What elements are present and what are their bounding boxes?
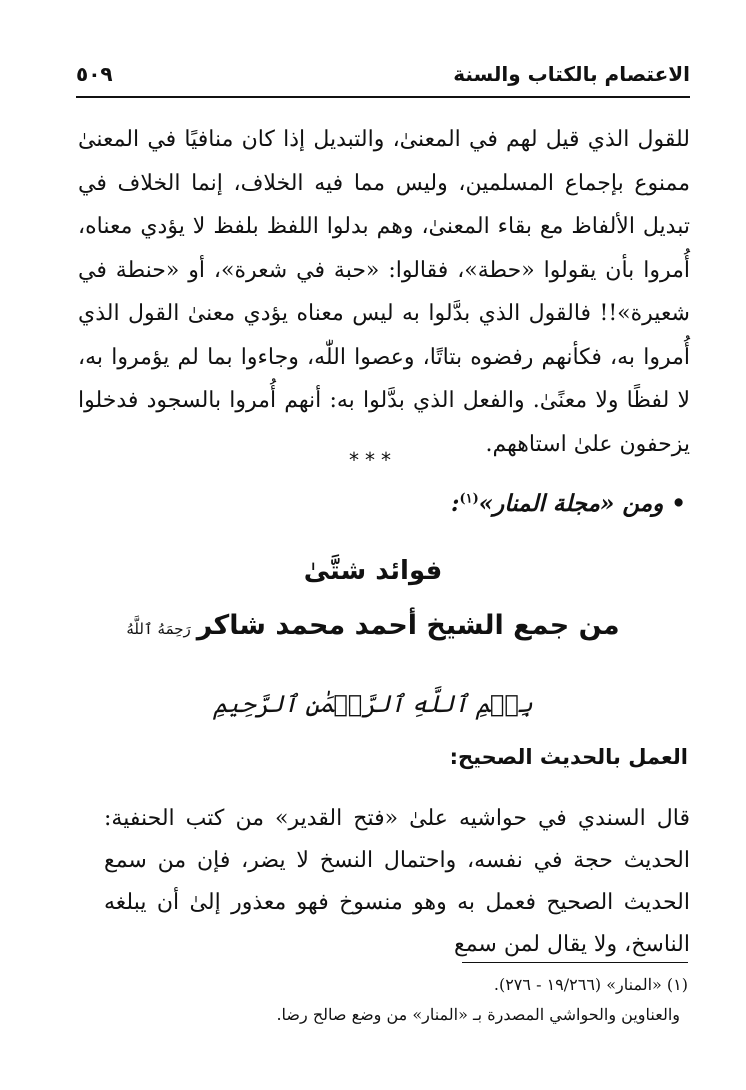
basmala: بِسۡمِ ٱللَّهِ ٱلرَّحۡمَٰنِ ٱلرَّحِيمِ	[213, 690, 533, 718]
footnote-rule	[462, 962, 688, 963]
header-rule	[76, 96, 690, 98]
source-text: ومن «مجلة المنار»	[478, 490, 664, 517]
section-separator: ***	[349, 448, 397, 472]
page-number: ٥٠٩	[76, 62, 113, 86]
source-colon: :	[450, 490, 460, 517]
body-paragraph-2	[104, 798, 690, 966]
subtitle-text: من جمع الشيخ أحمد محمد شاكر	[196, 610, 620, 641]
honorific-text: رَحِمَهُ ٱللَّهُ	[126, 620, 191, 638]
footnote-2: والعناوين والحواشي المصدرة بـ «المنار» من وضع صالح رضا.	[276, 1005, 680, 1024]
footnotes	[88, 970, 688, 1030]
footnote-1: (١) «المنار» (١٩/٢٦٦ - ٢٧٦).	[493, 975, 688, 994]
running-header	[76, 60, 690, 96]
paragraph-text: قال السندي في حواشيه علىٰ «فتح القدير» من كتب الحنفية: الحديث حجة في نفسه، واحتمال النسخ لا يضر، فإن من سمع الحديث الصحيح فعمل به وهو منسوخ فهو معذور إلىٰ أن يبلغه الناسخ، ولا يقال لمن سمع	[104, 806, 690, 957]
source-line	[126, 490, 686, 517]
article-title: فوائد شتَّىٰ	[303, 556, 443, 586]
body-paragraph-1	[78, 118, 690, 466]
bullet-icon: •	[671, 490, 686, 517]
article-subtitle	[0, 610, 746, 641]
paragraph-text: للقول الذي قيل لهم في المعنىٰ، والتبديل إذا كان منافيًا في المعنىٰ ممنوع بإجماع المسلمين، وليس مما فيه الخلاف، إنما الخلاف في تبديل الألفاظ مع بقاء المعنىٰ، وهم بدلوا اللفظ بلفظ لا يؤدي معناه، أُمروا بأن يقولوا «حطة»، فقالوا: «حبة في شعرة»، أو «حنطة في شعيرة»!! فالقول الذي بدَّلوا به ليس معناه يؤدي معنىٰ القول الذي أُمروا به، فكأنهم رفضوه بتاتًا، وعصوا اللّٰه، وجاءوا بما لم يؤمروا به، لا لفظًا ولا معنًىٰ. والفعل الذي بدَّلوا به: أنهم أُمروا بالسجود فدخلوا يزحفون علىٰ استاههم.	[78, 127, 690, 457]
running-title: الاعتصام بالكتاب والسنة	[453, 62, 690, 86]
footnote-reference: (١)	[459, 491, 479, 507]
section-heading: العمل بالحديث الصحيح:	[449, 745, 688, 769]
